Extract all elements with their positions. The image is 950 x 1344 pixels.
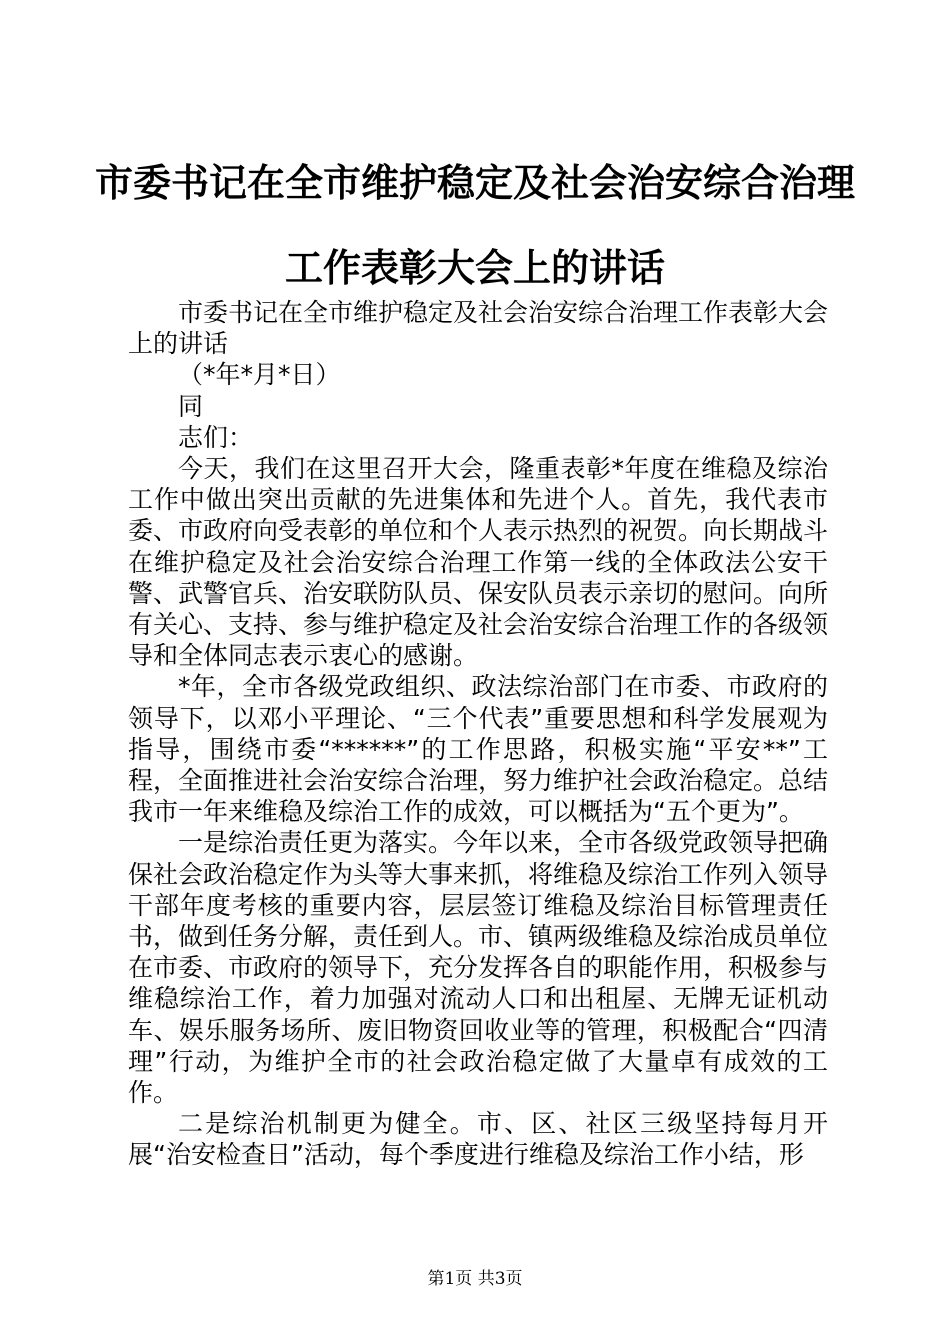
body-paragraph-date: （*年*月*日） <box>178 360 341 390</box>
body-paragraph-3: 一是综治责任更为落实。今年以来，全市各级党政领导把确保社会政治稳定作为头等大事来抓，将维稳及综治工作列入领导干部年度考核的重要内容，层层签订维稳及综治目标管理责任书，做到任务分解，责任到人。市、镇两级维稳及综治成员单位在市委、市政府的领导下，充分发挥各自的职能作用，积极参与维稳综治工作，着力加强对流动人口和出租屋、无牌无证机动车、娱乐服务场所、废旧物资回收业等的管理，积极配合“四清理”行动，为维护全市的社会政治稳定做了大量卓有成效的工作。 <box>128 828 829 1108</box>
body-paragraph-salutation-2: 志们： <box>178 422 254 452</box>
page-number-footer: 第1页 共3页 <box>427 1269 523 1289</box>
body-paragraph-4: 二是综治机制更为健全。市、区、社区三级坚持每月开展“治安检查日”活动，每个季度进行维稳及综治工作小结，形 <box>128 1109 828 1170</box>
body-paragraph-salutation-1: 同 <box>178 391 204 421</box>
body-paragraph-1: 今天，我们在这里召开大会，隆重表彰*年度在维稳及综治工作中做出突出贡献的先进集体和先进个人。首先，我代表市委、市政府向受表彰的单位和个人表示热烈的祝贺。向长期战斗在维护稳定及社会治安综合治理工作第一线的全体政法公安干警、武警官兵、治安联防队员、保安队员表示亲切的慰问。向所有关心、支持、参与维护稳定及社会治安综合治理工作的各级领导和全体同志表示衷心的感谢。 <box>128 454 829 671</box>
document-body <box>128 297 828 1171</box>
document-title-line-2: 工作表彰大会上的讲话 <box>284 245 665 290</box>
document-title-line-1: 市委书记在全市维护稳定及社会治安综合治理 <box>94 160 855 205</box>
body-paragraph-2: *年，全市各级党政组织、政法综治部门在市委、市政府的领导下，以邓小平理论、“三个代表”重要思想和科学发展观为指导，围绕市委“******”的工作思路，积极实施“平安**”工程，全面推进社会治安综合治理，努力维护社会政治稳定。总结我市一年来维稳及综治工作的成效，可以概括为“五个更为”。 <box>128 672 829 827</box>
body-paragraph-subtitle: 市委书记在全市维护稳定及社会治安综合治理工作表彰大会上的讲话 <box>128 298 829 359</box>
